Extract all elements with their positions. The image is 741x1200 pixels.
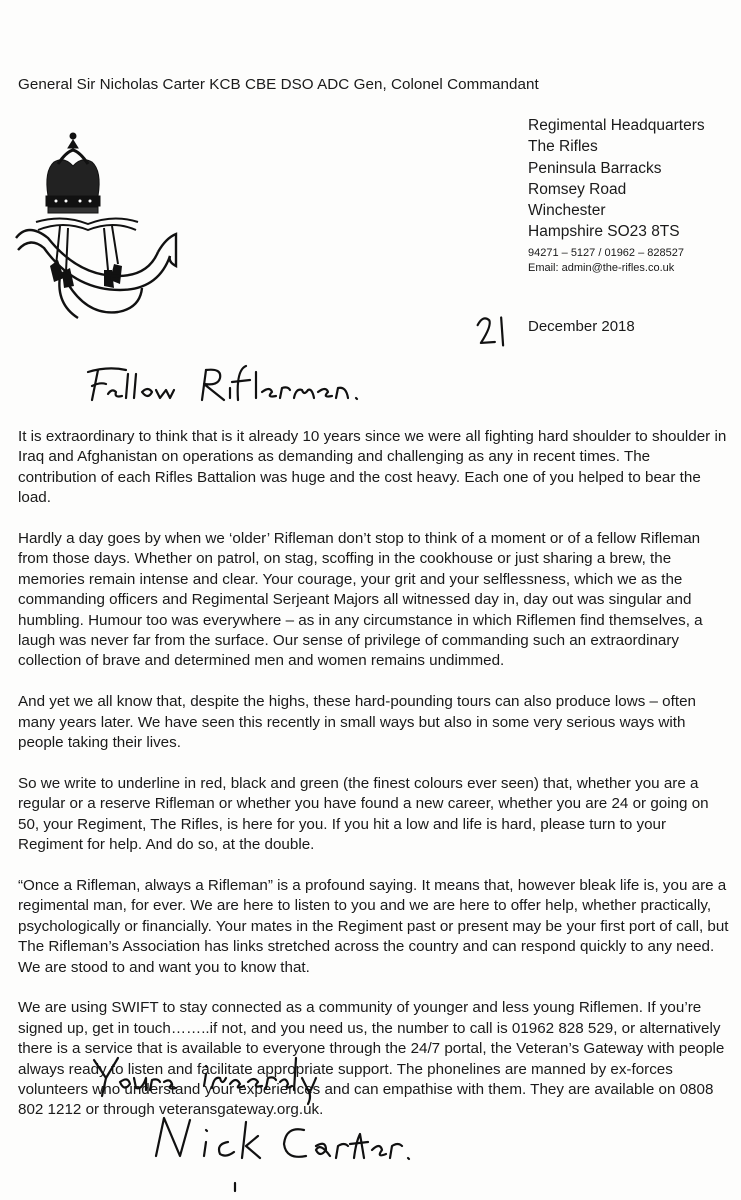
- body-paragraph: So we write to underline in red, black and green (the finest colours ever seen) that, whether you are a regular or a reserve Rifleman or whether you have found a new career, whether you are 24 or going on 50, your Regiment, The Rifles, is here for you. If you hit a low and life is hard, please turn to your Regiment for help. And do so, at the double.: [18, 774, 709, 854]
- handwritten-salutation: [78, 360, 378, 410]
- letter-body: [18, 427, 730, 1141]
- address-line: Winchester: [528, 202, 606, 220]
- contact-details: [528, 246, 684, 276]
- contact-phone: 94271 – 5127 / 01962 – 828527: [528, 247, 684, 259]
- rifles-crest-icon: [8, 126, 178, 326]
- address-line: Regimental Headquarters: [528, 117, 705, 134]
- address-line: Romsey Road: [528, 180, 627, 198]
- handwritten-day: [473, 311, 515, 350]
- body-paragraph: “Once a Rifleman, always a Rifleman” is a profound saying. It means that, however bleak life is, you are a regimental man, for ever. We are here to listen to you and we are here to offer help, whether practically, psychologically or financially. Your mates in the Regiment past or present may be your first port of call, but The Rifleman’s Association has links stretched across the country and can respond quickly to any need. We are stood to and want you to know that.: [18, 876, 729, 976]
- body-paragraph: Hardly a day goes by when we ‘older’ Rifleman don’t stop to think of a moment or of a fellow Rifleman from those days. Whether on patrol, on stag, scoffing in the cookhouse or just sharing a brew, the memories remain intense and clear. Your courage, your grit and your selflessness, which we as the commanding officers and Regimental Serjeant Majors all witnessed day in, day out was singular and humbling. Humour too was everywhere – as in any circumstance in which Riflemen find themselves, a laugh was never far from the surface. Our sense of privilege of commanding such an extraordinary collection of brave and determined men and women remains undimmed.: [18, 530, 703, 670]
- address-line: The Rifles: [528, 138, 598, 156]
- handwritten-signoff: [88, 1052, 348, 1106]
- address-line: Peninsula Barracks: [528, 159, 662, 177]
- regimental-address: [528, 115, 705, 243]
- address-line: Hampshire SO23 8TS: [528, 223, 680, 241]
- stray-pen-mark: [232, 1181, 238, 1193]
- body-paragraph: It is extraordinary to think that is it already 10 years since we were all fighting hard shoulder to shoulder in Iraq and Afghanistan on operations as demanding and challenging as any in recent times. The contribution of each Rifles Battalion was huge and the cost heavy. Each one of you helped to bear the load.: [18, 428, 727, 507]
- handwritten-signature: [150, 1112, 420, 1176]
- body-paragraph: And yet we all know that, despite the highs, these hard-pounding tours can also produce lows – often many years later. We have seen this recently in small ways but also in some very serious ways with people taking their lives.: [18, 693, 696, 752]
- letter-date: December 2018: [528, 318, 635, 335]
- contact-email: Email: admin@the-rifles.co.uk: [528, 262, 675, 274]
- sender-title-line: General Sir Nicholas Carter KCB CBE DSO ADC Gen, Colonel Commandant: [18, 76, 539, 93]
- body-paragraph: We are using SWIFT to stay connected as a community of younger and less young Riflemen. If you’re signed up, get in touch……..if not, and you need us, the number to call is 01962 828 529, or alternatively there is a service that is available to everyone through the 24/7 portal, the Veteran’s Gateway with people always ready to listen and facilitate appropriate support. The phonelines are manned by ex-forces volunteers who understand your experiences and can empathise with them. They are available on 0808 802 1212 or through veteransgateway.org.uk.: [18, 999, 725, 1119]
